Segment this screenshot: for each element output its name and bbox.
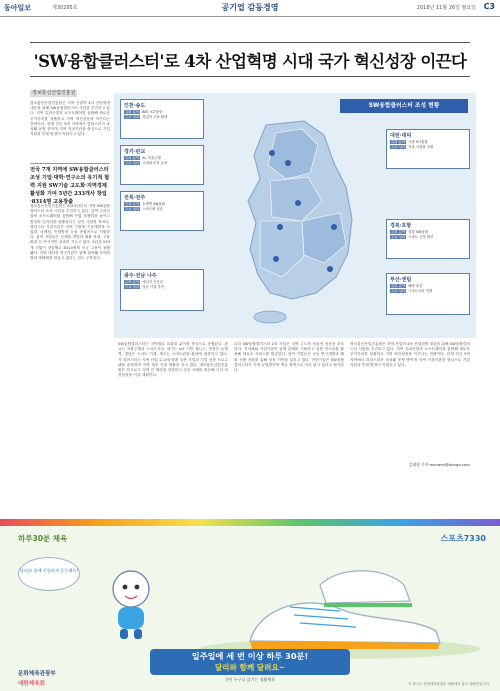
subhead-rule bbox=[30, 163, 110, 164]
ad-slogan: 하루30분 체육 bbox=[18, 534, 68, 543]
marker-daejeon bbox=[295, 200, 301, 206]
body-text-column-4: 정보통신산업진흥원은 지역 산업의 4차 산업혁명 대응을 위해 SW융합클러스터 사업을 추진하고 있다. 지역 특화산업과 소프트웨어를 융합해 새로운 부가가치를 창출하고 지역 혁신성장을 이끈다는 전략이다. 현재 전국 9개 지역에서 클러스터가 조성돼 운영 중이며 지역 거점기관을 중심으로 기업 지원과 인재 양성이 이뤄지고 있다. bbox=[350, 342, 470, 367]
title-rule-bottom bbox=[30, 76, 470, 77]
ad-headline: 일주일에 세 번 이상 하루 30분! bbox=[191, 651, 309, 661]
cluster-map-infographic bbox=[114, 93, 476, 338]
region-row: 특화 분야 에너지 신산업 bbox=[125, 280, 163, 284]
region-panel-pohang bbox=[386, 219, 470, 259]
region-name: 경기·판교 bbox=[124, 149, 146, 155]
region-row: 특화 분야 국방·ICT융합 bbox=[391, 140, 428, 144]
issue-date: 2018년 11월 26일 월요일 bbox=[416, 5, 476, 11]
region-row: 특화 분야 철강 SW융합 bbox=[391, 230, 428, 234]
region-row: 주요 성과 국내외 투자 유치 bbox=[125, 160, 168, 165]
region-row: 주요 성과 스마트시티 연계 bbox=[391, 288, 433, 293]
body-text-column-1: 정보통신산업진흥원은 2015년부터 지역 SW융합클러스터 조성 사업을 추진하고 있다. 지역 주력산업에 소프트웨어를 융합해 산업 경쟁력을 높이고 양질의 일자리를 창출한다는 것이 사업의 목표다. 클러스터 거점기관은 지역 기업에 기술개발과 사업화, 마케팅, 인력양성 등을 종합적으로 지원한다. 참여 기업들은 신제품 개발과 매출 증대, 고용 확대 등 가시적인 성과를 거두고 있다. 5년간 233개 기업이 창업했고 8314명의 신규 고용이 창출됐다. 지역 대학과 연구기관이 함께 참여해 산학연 협력 생태계를 만들고 있다는 점도 주목된다. bbox=[30, 204, 110, 261]
byline-box: 정보통신산업진흥원 bbox=[32, 90, 76, 96]
marker-pohang bbox=[331, 224, 337, 230]
article-title: 'SW융합클러스터'로 4차 산업혁명 시대 국가 혁신성장 이끈다 bbox=[33, 52, 467, 71]
ad-color-ribbon-top bbox=[0, 519, 500, 526]
sports-campaign-ad bbox=[0, 519, 500, 691]
region-row: 주요 성과 기술 사업화 지원 bbox=[391, 144, 434, 149]
page-header bbox=[0, 0, 500, 17]
section-title: 공기업 감동경영 bbox=[221, 3, 279, 12]
body-text-column-3: 특히 SW융합클러스터 2.0 사업은 지역 주도의 자율적 혁신을 강조한다. 지자체와 거점기관이 함께 과제를 기획하고 실증 인프라를 활용해 새로운 서비스를 발굴한다. 참여 기업들은 공동 연구개발과 해외 진출 지원을 통해 성장 기반을 넓히고 있다. 전문가들은 SW융합클러스터가 지역 균형발전의 핵심 정책으로 자리 잡고 있다고 평가한다. bbox=[234, 342, 344, 373]
korea-map bbox=[206, 117, 376, 327]
newspaper-logo: 동아일보 bbox=[4, 4, 32, 12]
region-name: 대전·대덕 bbox=[390, 133, 412, 139]
marker-jeonju bbox=[277, 224, 283, 230]
region-row: 주요 성과 창업과 고용 확대 bbox=[125, 114, 168, 119]
region-panel-jeonju bbox=[120, 191, 204, 231]
mascot-character bbox=[96, 563, 166, 643]
issue-number: 제30295호 bbox=[52, 5, 78, 11]
region-name: 광주·전남 나주 bbox=[124, 273, 157, 279]
intro-text: 정보통신산업진흥원은 지역 산업의 4차 산업혁명 대응을 위해 SW융합클러스터 사업을 추진하고 있다. 지역 특화산업과 소프트웨어를 융합해 새로운 부가가치를 창출하고 지역 혁신성장을 이끈다는 전략이다. 현재 전국 9개 지역에서 클러스터가 조성돼 운영 중이며 지역 거점기관을 중심으로 기업 지원과 인재 양성이 이뤄지고 있다. bbox=[30, 101, 110, 137]
infographic-banner: SW융합클러스터 조성 현황 bbox=[340, 99, 468, 113]
region-name: 경북·포항 bbox=[390, 223, 412, 229]
region-row: 특화 분야 해양·물류 bbox=[391, 284, 423, 288]
region-row: 특화 분야 AI, 자율주행 bbox=[125, 156, 161, 160]
ad-brand: 스포츠7330 bbox=[440, 534, 486, 543]
marker-busan bbox=[327, 266, 333, 272]
ad-headline-2: 달리와 함께 달려요~ bbox=[214, 663, 286, 672]
speech-bubble: 달리와 함께 건강하게 운동해요! bbox=[18, 557, 80, 591]
page-number: C3 bbox=[483, 2, 495, 11]
marker-incheon bbox=[269, 150, 275, 156]
region-panel-incheon bbox=[120, 99, 204, 139]
ad-subtext: 국민 누구나 즐기는 생활체육 bbox=[224, 677, 276, 682]
marker-pangyo bbox=[285, 160, 291, 166]
region-panel-gwangju bbox=[120, 269, 204, 311]
body-text-column-2: SW융합클러스터는 지역별로 특화된 분야를 중심으로 운영된다. 판교는 자율주행과 스마트시티, 대구는 IoT 기반 웰니스, 전북은 농생명, 경남은 스마트 기계, 제주는 스마트관광 분야에 집중하고 있다. 각 클러스터는 지역 산업 수요에 맞춘 실증 사업과 기업 성장 프로그램을 운영하며 지역 혁신 거점 역할을 하고 있다. 정보통신산업진흥원은 앞으로도 지역 간 협력을 강화하고 성공 사례를 확산해 국가 혁신성장을 이끌 계획이다. bbox=[118, 342, 228, 378]
region-row: 특화 분야 농생명 SW융합 bbox=[125, 202, 166, 206]
region-panel-daejeon bbox=[386, 129, 470, 169]
ad-headline-box bbox=[150, 649, 350, 675]
article-subhead: 전국 7개 지역에 SW융합클러스터 조성 기업·대학·연구소의 유기적 협력 지원 SW기술 고도화·지역경제 활성화 기여 5년간 233개사 창업·8314명 고용창출 bbox=[30, 167, 110, 205]
ad-footnote: 이 광고는 문화체육관광부 생활체육 홍보 캠페인입니다. bbox=[408, 682, 490, 686]
title-rule-top bbox=[30, 42, 470, 43]
region-name: 부산·센텀 bbox=[390, 277, 412, 283]
region-row: 특화 분야 BIO, ICT융합 bbox=[125, 110, 163, 114]
region-name: 인천·송도 bbox=[124, 103, 146, 109]
reporter-credit: 김재형 기자 monami@donga.com bbox=[408, 462, 470, 467]
running-shoes-illustration bbox=[190, 545, 490, 665]
sponsor-sports-council: 대한체육회 bbox=[18, 681, 46, 687]
region-panel-pangyo bbox=[120, 145, 204, 185]
region-row: 주요 성과 스마트 공정 확산 bbox=[391, 234, 434, 239]
region-row: 주요 성과 스마트팜 실증 bbox=[125, 206, 163, 211]
region-row: 주요 성과 실증 사업 추진 bbox=[125, 284, 164, 289]
region-panel-busan bbox=[386, 273, 470, 315]
sponsor-ministry: 문화체육관광부 bbox=[18, 671, 56, 677]
region-name: 전북·전주 bbox=[124, 195, 146, 201]
marker-gwangju bbox=[273, 256, 279, 262]
